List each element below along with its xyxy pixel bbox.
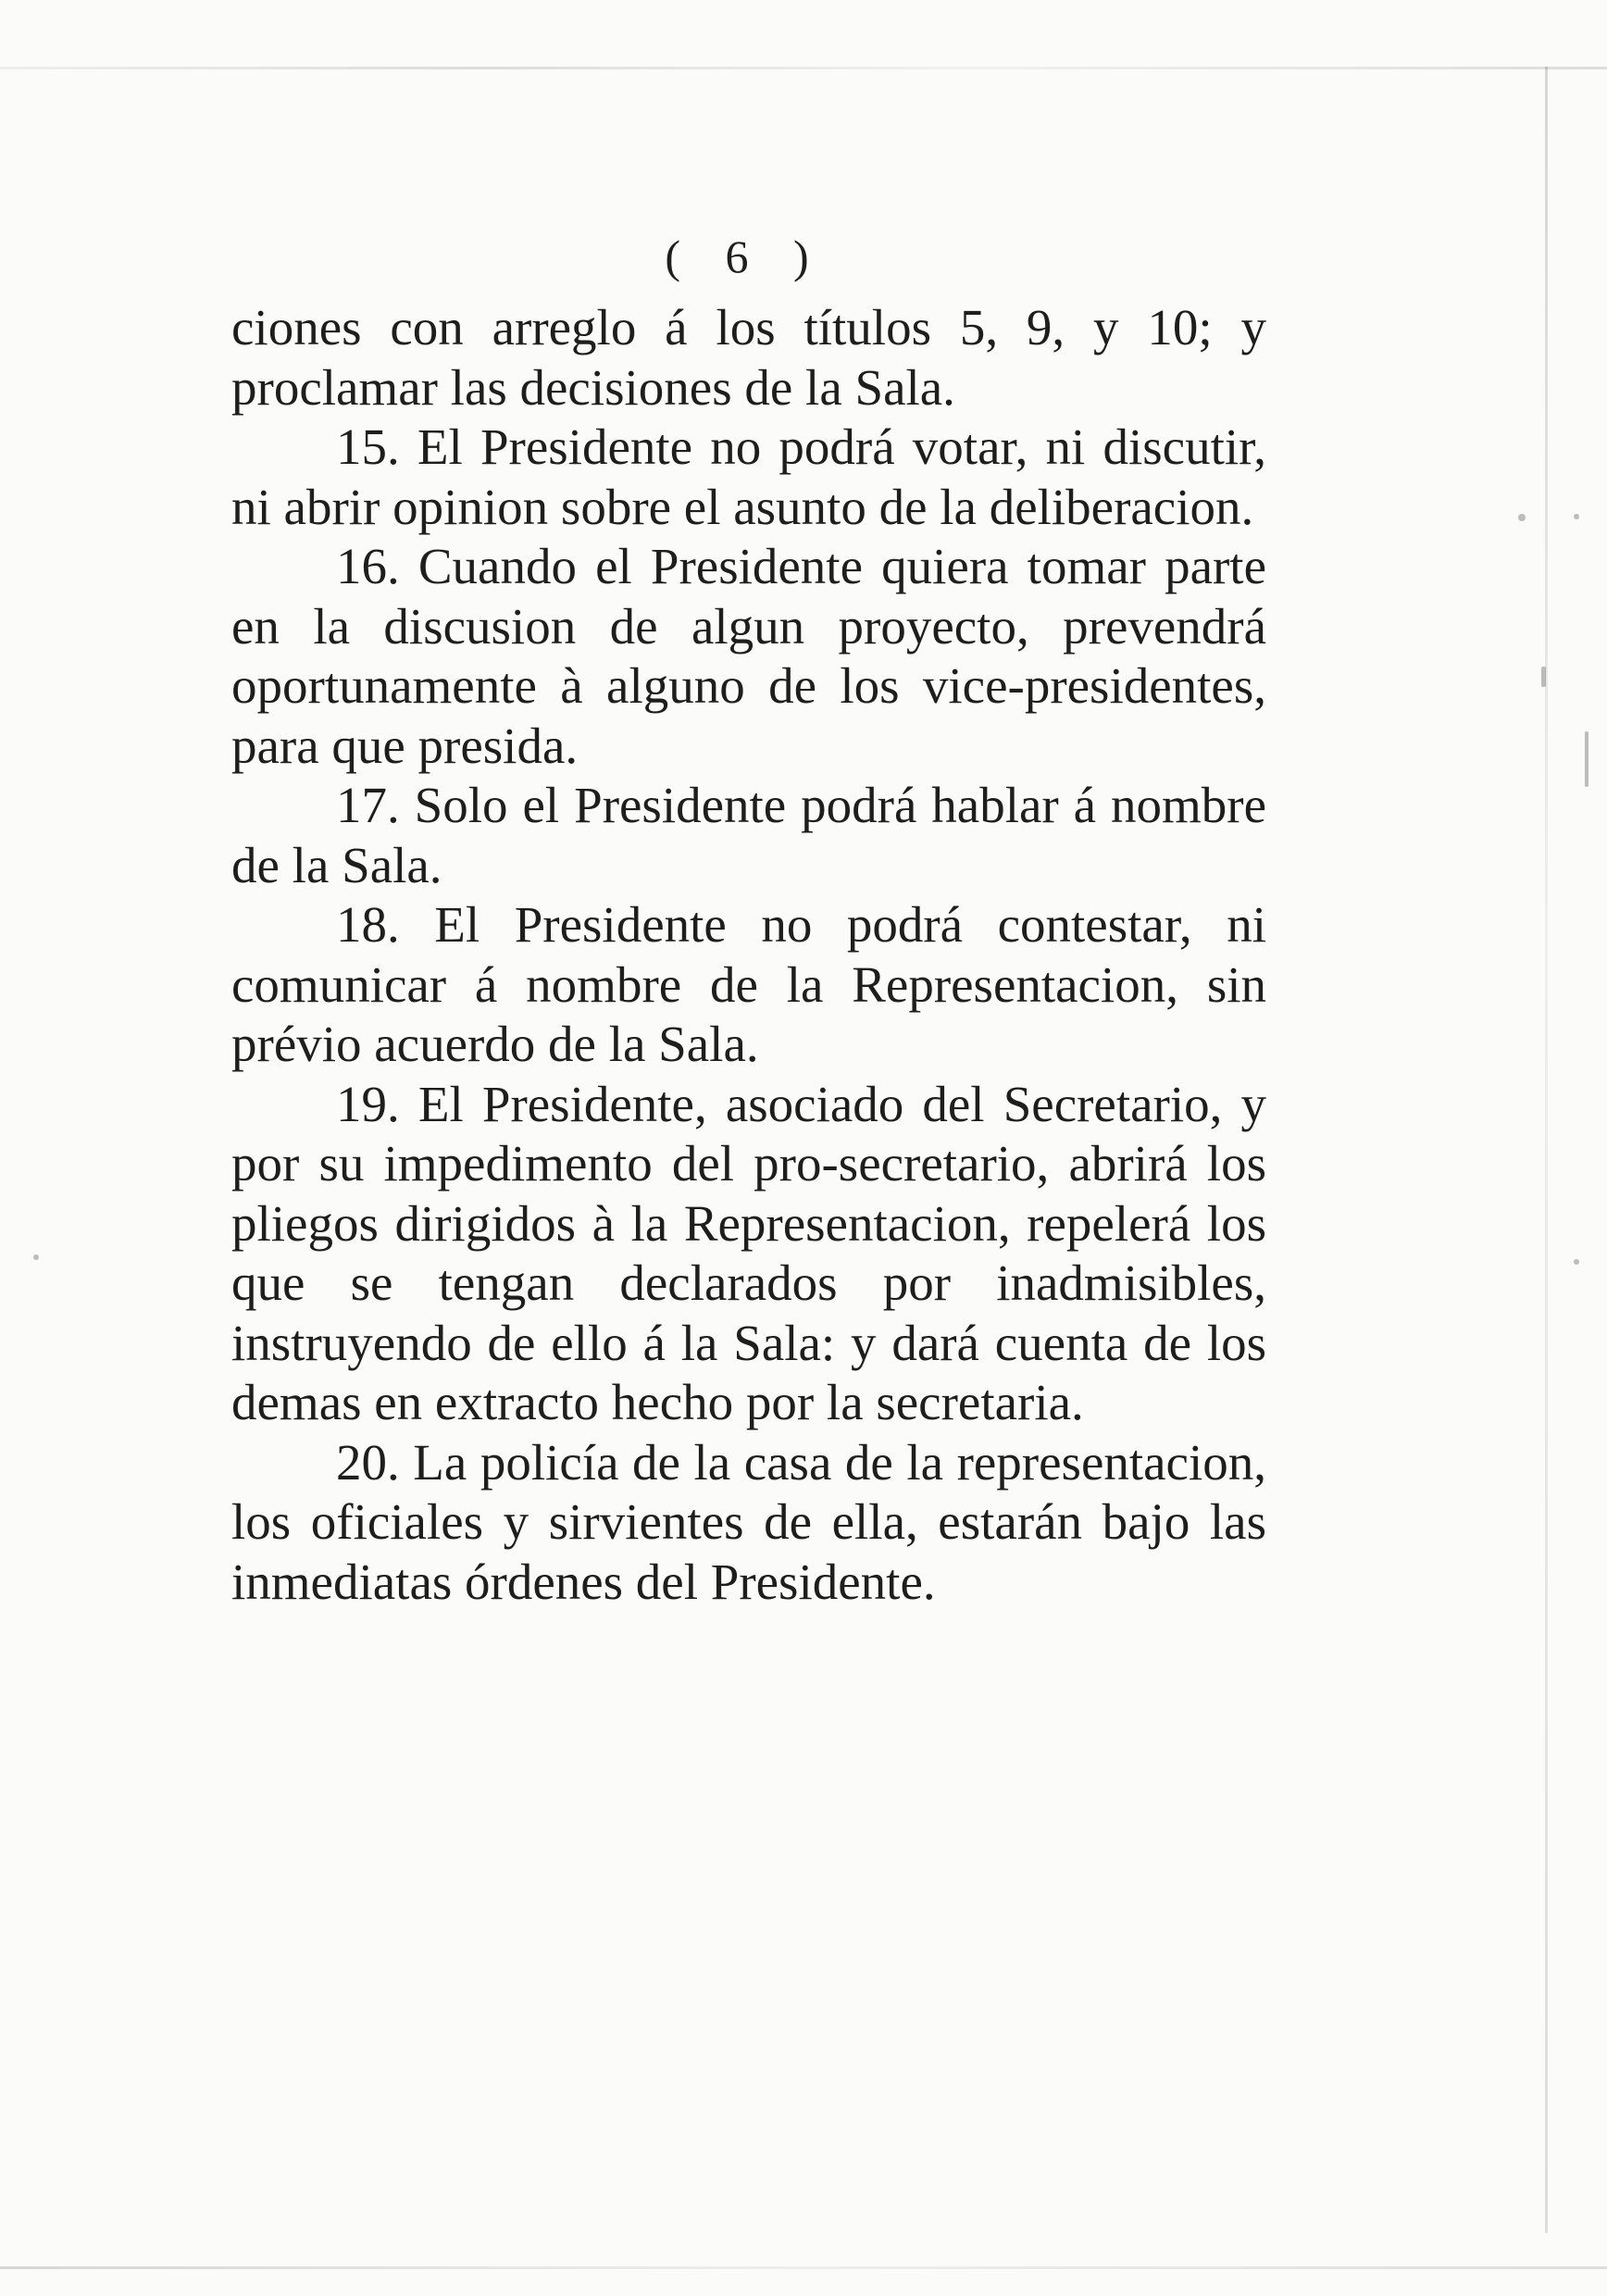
paragraph-article-15: 15. El Presidente no podrá votar, ni discutir, ni abrir opinion sobre el asunto de la deliberacion. [231,418,1266,535]
paragraph-article-16: 16. Cuando el Presidente quiera tomar parte en la discusion de algun proyecto, prevendrá oportunamente à alguno de los vice-presidentes, para que presida. [231,538,1266,774]
scan-edge-bottom [0,2266,1607,2269]
body-text [231,298,1266,1612]
scan-speck [1574,514,1579,519]
paragraph-article-17: 17. Solo el Presidente podrá hablar á nombre de la Sala. [231,777,1266,893]
page-number: ( 6 ) [665,231,826,282]
scan-speck [1518,514,1526,521]
scan-speck [1585,731,1588,787]
scan-speck [1541,667,1546,687]
paragraph-continuation: ciones con arreglo á los títulos 5, 9, y 10; y proclamar las decisiones de la Sala. [231,299,1266,416]
paragraph-article-19: 19. El Presidente, asociado del Secretario, y por su impedimento del pro-secretario, abrirá los pliegos dirigidos à la Representacion, repelerá los que se tengan declarados por inadmisibles, instruyendo de ello á la Sala: y dará cuenta de los demas en extracto hecho por la secretaria. [231,1075,1266,1430]
scan-edge-right [1545,67,1548,2233]
paragraph-article-20: 20. La policía de la casa de la representacion, los oficiales y sirvientes de ella, estarán bajo las inmediatas órdenes del Presidente. [231,1433,1266,1610]
scan-speck [1574,1259,1579,1265]
scan-speck [33,1254,39,1260]
paragraph-article-18: 18. El Presidente no podrá contestar, ni comunicar á nombre de la Representacion, sin prévio acuerdo de la Sala. [231,896,1266,1072]
scan-edge-top [0,67,1607,69]
